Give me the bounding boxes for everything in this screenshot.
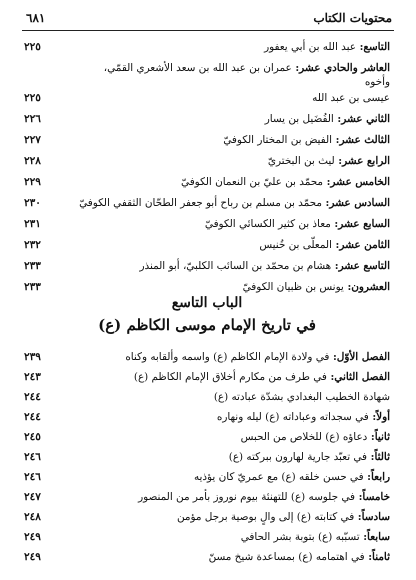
toc-entry (24, 280, 390, 294)
toc-entry-lead: التاسع: (355, 41, 390, 53)
toc-entry-text (64, 390, 390, 404)
toc-entry-text (64, 217, 390, 231)
toc-entry-lead: أولاً: (368, 411, 390, 423)
toc-entry-text (64, 350, 390, 364)
toc-entry-text (64, 450, 390, 464)
toc-entry (24, 61, 390, 89)
toc-entry-page-number: ٢٣٠ (24, 197, 41, 209)
toc-entry-title: ليث بن البختريّ (267, 155, 335, 167)
toc-entry-text (64, 133, 390, 147)
toc-entry-title: معاذ بن كثير الكسائي الكوفيّ (204, 218, 331, 230)
toc-entry-title: هشام بن محمّد بن السائب الكلبيّ، أبو المنذر (139, 260, 332, 272)
toc-entry (24, 410, 390, 424)
toc-entry-title: الفيض بن المختار الكوفيّ (223, 134, 332, 146)
page-number: ٦٨١ (26, 11, 46, 25)
toc-entry-title: عبد الله بن أبي يعفور (264, 41, 356, 53)
toc-entry-lead: الثامن عشر: (331, 239, 390, 251)
toc-entry-title: دعاؤه (ع) للخلاص من الحبس (240, 431, 368, 443)
toc-entry-text (64, 61, 390, 89)
toc-entry-page-number: ٢٢٥ (24, 41, 41, 53)
toc-entry-lead: التاسع عشر: (331, 260, 390, 272)
toc-entry-title: في حسن خلقه (ع) مع عمريّ كان يؤذيه (193, 471, 364, 483)
toc-entry (24, 91, 390, 105)
toc-entry-text (64, 91, 390, 105)
toc-entry-page-number: ٢٤٩ (24, 551, 41, 563)
toc-entry-lead: خامساً: (354, 491, 390, 503)
chapter-label: الباب التاسع (171, 295, 243, 311)
toc-entry-page-number: ٢٣٢ (24, 239, 41, 251)
toc-entry (24, 133, 390, 147)
toc-entry-title: شهادة الخطيب البغدادي بشدّة عبادته (ع) (213, 391, 390, 403)
toc-entry-text (64, 238, 390, 252)
toc-entry-lead: العاشر والحادي عشر: (291, 62, 390, 74)
toc-entry-lead: ثانياً: (367, 431, 390, 443)
toc-entry-text (64, 112, 390, 126)
toc-entry-text (64, 470, 390, 484)
toc-entry-text (64, 40, 390, 54)
toc-entry-lead: الثالث عشر: (332, 134, 390, 146)
toc-entry-title: في اهتمامه (ع) بمساعدة شيخ مسنّ (208, 551, 365, 563)
running-title: محتويات الكتاب (313, 11, 392, 25)
toc-entry-page-number: ٢٢٦ (24, 113, 41, 125)
toc-entry-page-number: ٢٤٥ (24, 431, 41, 443)
toc-entry-title: المعلّى بن خُنيس (259, 239, 332, 251)
toc-entry-text (64, 196, 390, 210)
toc-entry (24, 112, 390, 126)
toc-entry-page-number: ٢٤٤ (24, 391, 41, 403)
toc-entry-title: عيسى بن عبد الله (312, 92, 390, 104)
toc-entry-title: محمّد بن عليّ بن النعمان الكوفيّ (181, 176, 323, 188)
toc-entry-title: في كتابته (ع) إلى والٍ بوصية برجل مؤمن (176, 511, 355, 523)
toc-entry (24, 390, 390, 404)
toc-entry-text (64, 370, 390, 384)
header-rule (22, 30, 394, 31)
toc-entry-title: في جلوسه (ع) للتهنئة بيوم نوروز بأمر من المنصور (138, 491, 355, 503)
toc-entry-lead: سابعاً: (359, 531, 390, 543)
toc-entry (24, 154, 390, 168)
toc-entry-text (64, 550, 390, 564)
toc-entry-page-number: ٢٤٣ (24, 371, 41, 383)
toc-entry (24, 550, 390, 564)
toc-entry-lead: السابع عشر: (330, 218, 390, 230)
toc-entry (24, 430, 390, 444)
toc-list-section-a (24, 40, 390, 301)
toc-entry-page-number: ٢٤٧ (24, 491, 41, 503)
toc-entry-lead: رابعاً: (363, 471, 390, 483)
toc-entry-title: تسبّبه (ع) بتوبة بشر الحافي (240, 531, 360, 543)
toc-entry-page-number: ٢٣١ (24, 218, 41, 230)
toc-entry-page-number: ٢٢٥ (24, 92, 41, 104)
chapter-title: في تاريخ الإمام موسى الكاظم (ع) (98, 316, 316, 334)
toc-entry-title: في تعبّد جارية لهارون ببركته (ع) (228, 451, 368, 463)
toc-entry-lead: ثامناً: (364, 551, 390, 563)
toc-entry-lead: الخامس عشر: (322, 176, 390, 188)
toc-entry-title: عمران بن عبد الله بن سعد الأشعري القمّي، وأخوه (103, 62, 390, 88)
toc-entry-lead: الفصل الأوّل: (329, 351, 390, 363)
toc-entry-title: محمّد بن مسلم بن رباح أبو جعفر الطحّان الثقفي الكوفيّ (79, 197, 322, 209)
toc-entry (24, 370, 390, 384)
toc-entry (24, 530, 390, 544)
toc-entry-lead: الفصل الثاني: (326, 371, 390, 383)
toc-entry (24, 470, 390, 484)
toc-entry-page-number: ٢٣٣ (24, 260, 41, 272)
toc-entry-page-number: ٢٢٩ (24, 176, 41, 188)
toc-entry-page-number: ٢٤٦ (24, 471, 41, 483)
toc-entry-text (64, 510, 390, 524)
toc-entry (24, 350, 390, 364)
toc-entry-page-number: ٢٢٧ (24, 134, 41, 146)
toc-entry-title: في طرف من مكارم أخلاق الإمام الكاظم (ع) (133, 371, 327, 383)
toc-entry (24, 510, 390, 524)
toc-entry-title: في سجداته وعباداته (ع) ليله ونهاره (216, 411, 369, 423)
toc-entry (24, 259, 390, 273)
toc-entry-lead: الثاني عشر: (333, 113, 390, 125)
toc-entry (24, 175, 390, 189)
toc-entry-page-number: ٢٤٩ (24, 531, 41, 543)
toc-entry-text (64, 175, 390, 189)
running-header (26, 8, 392, 28)
toc-entry-text (64, 490, 390, 504)
toc-entry-lead: العشرون: (343, 281, 390, 293)
toc-entry (24, 490, 390, 504)
toc-entry-lead: السادس عشر: (321, 197, 390, 209)
toc-entry-text (64, 410, 390, 424)
toc-entry (24, 217, 390, 231)
toc-entry-page-number: ٢٢٨ (24, 155, 41, 167)
toc-entry-lead: الرابع عشر: (334, 155, 390, 167)
toc-entry-text (64, 154, 390, 168)
toc-entry-page-number: ٢٣٣ (24, 281, 41, 293)
toc-entry-title: الفُضَيل بن يسار (264, 113, 334, 125)
toc-entry-page-number: ٢٣٩ (24, 351, 41, 363)
toc-entry (24, 40, 390, 54)
toc-entry-text (64, 259, 390, 273)
toc-entry-title: في ولادة الإمام الكاظم (ع) واسمه وألقابه وكناه (125, 351, 330, 363)
toc-entry-lead: سادساً: (354, 511, 390, 523)
toc-entry (24, 450, 390, 464)
chapter-heading (24, 294, 390, 336)
toc-list-section-b (24, 350, 390, 570)
toc-entry-text (64, 530, 390, 544)
toc-entry-page-number: ٢٤٨ (24, 511, 41, 523)
toc-entry-text (64, 280, 390, 294)
toc-entry-lead: ثالثاً: (367, 451, 390, 463)
toc-entry-text (64, 430, 390, 444)
toc-entry-title: يونس بن ظبيان الكوفيّ (242, 281, 344, 293)
toc-entry (24, 238, 390, 252)
toc-entry (24, 196, 390, 210)
toc-entry-page-number: ٢٤٦ (24, 451, 41, 463)
toc-entry-page-number: ٢٤٤ (24, 411, 41, 423)
